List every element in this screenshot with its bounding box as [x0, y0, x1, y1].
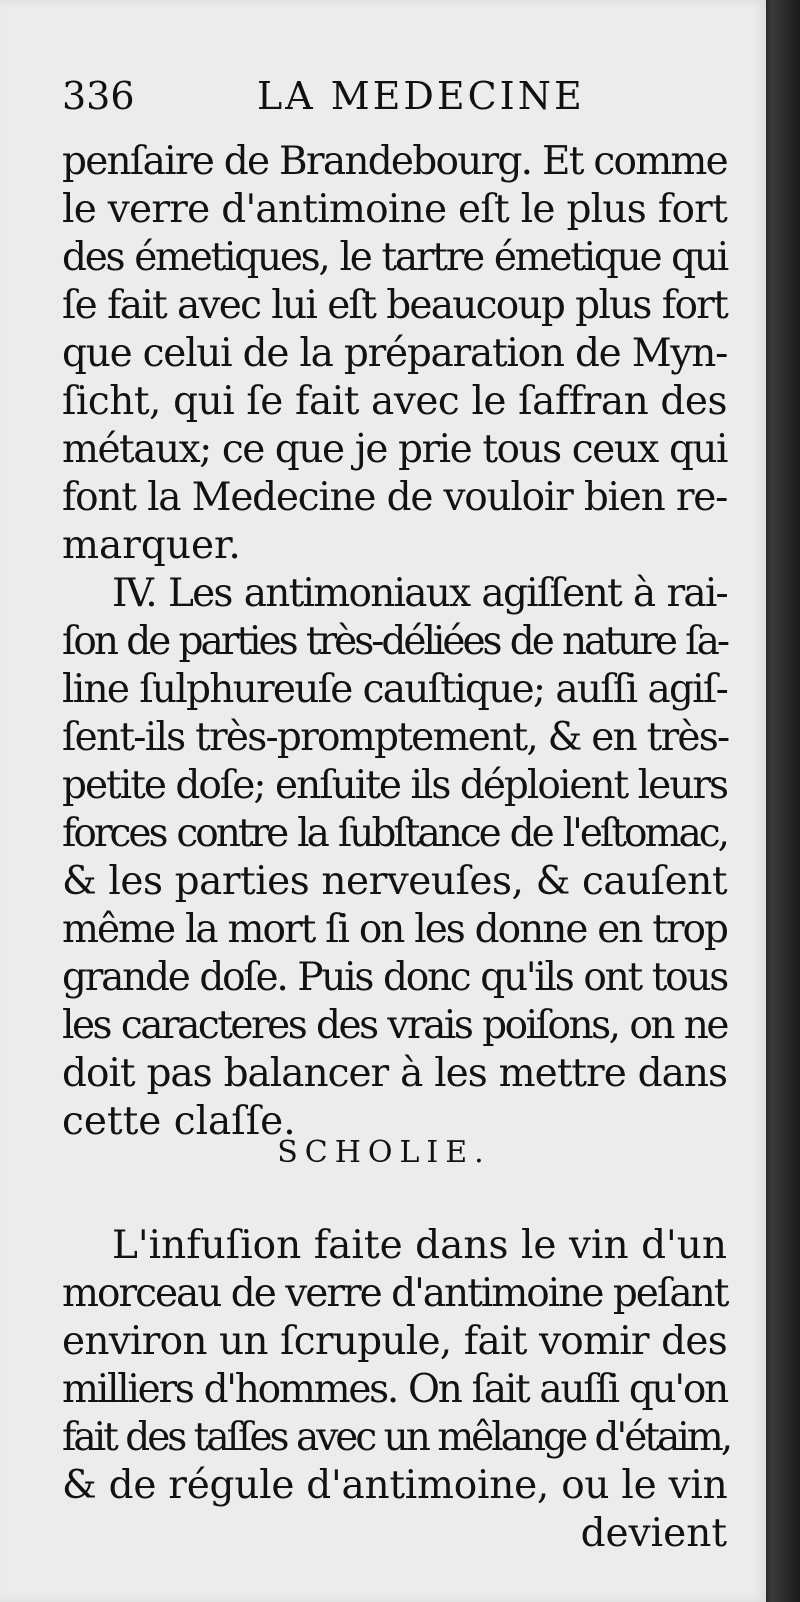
text-line: des émetiques, le tartre émetique qui [62, 235, 727, 280]
text-line: grande doſe. Puis donc qu'ils ont tous [62, 955, 727, 1000]
text-line: cette claſſe. [62, 1099, 296, 1144]
text-line: penſaire de Brandebourg. Et comme [62, 139, 727, 184]
page-edge [766, 0, 800, 1602]
running-title: LA MEDECINE [257, 74, 585, 118]
text-line: ſon de parties très-déliées de nature ſa- [62, 619, 727, 664]
text-line: ſicht, qui ſe fait avec le ſaffran des [62, 379, 727, 424]
text-line: & les parties nerveuſes, & cauſent [62, 859, 727, 904]
page-header [62, 74, 722, 134]
page-number: 336 [62, 74, 135, 118]
text-line: IV. Les antimoniaux agiſſent à rai- [112, 571, 727, 616]
text-line: milliers d'hommes. On ſait auſſi qu'on [62, 1367, 727, 1412]
text-line: forces contre la ſubſtance de l'eſtomac, [62, 811, 727, 856]
text-line: line ſulphureuſe cauſtique; auſſi agiſ- [62, 667, 727, 712]
text-line: L'infuſion faite dans le vin d'un [112, 1223, 727, 1268]
text-line: les caracteres des vrais poiſons, on ne [62, 1003, 727, 1048]
text-line: ſe fait avec lui eſt beaucoup plus fort [62, 283, 727, 328]
text-line: font la Medecine de vouloir bien re- [62, 475, 727, 520]
text-line: & de régule d'antimoine, ou le vin [62, 1463, 728, 1508]
section-heading: SCHOLIE. [277, 1135, 491, 1170]
text-line: petite doſe; enſuite ils déploient leurs [62, 763, 727, 808]
text-line: doit pas balancer à les mettre dans [62, 1051, 727, 1096]
text-line: le verre d'antimoine eſt le plus fort [62, 187, 727, 232]
text-line: ſent-ils très-promptement, & en très- [62, 715, 729, 760]
text-line: même la mort ſi on les donne en trop [62, 907, 727, 952]
text-line: fait des taſſes avec un mêlange d'étaim, [62, 1415, 731, 1460]
text-line: environ un ſcrupule, fait vomir des [62, 1319, 727, 1364]
text-line: morceau de verre d'antimoine peſant [62, 1271, 728, 1316]
text-line: marquer. [62, 523, 241, 568]
text-line: métaux; ce que je prie tous ceux qui [62, 427, 727, 472]
text-line: que celui de la préparation de Myn- [62, 331, 727, 376]
catchword: devient [580, 1511, 727, 1556]
